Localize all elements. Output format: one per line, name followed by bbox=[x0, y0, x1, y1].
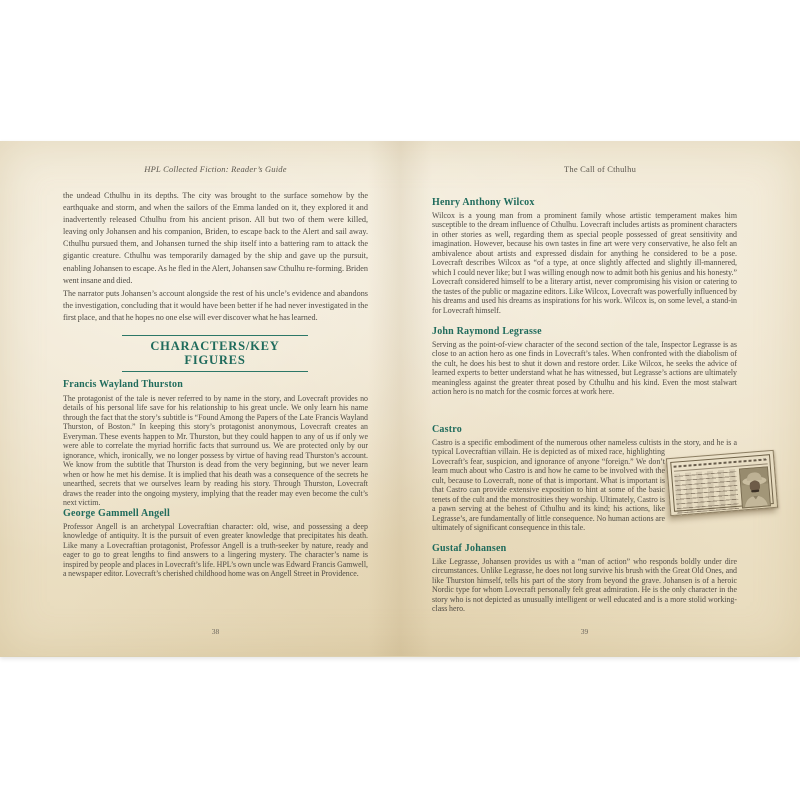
entry-body-wilcox: Wilcox is a young man from a prominent family whose artistic temperament makes him susceptible to the dream influence of Cthulhu. Lovecraft includes artists as prominent characters in other stories as well, regarding them as special people possessed of great sensitivity and imagination. However, because his own tastes in fine art were very conservative, he also felt an ambivalence about artists and expressed disdain for anything he considered to be a pose. Lovecraft describes Wilcox as “of a type, at once slightly affected and slightly ill-mannered, which I could never like; but I was willing enough now to admit both his genius and his honesty.” Lovecraft considered himself to be a literary artist, never compromising his vision or catering to the tastes of the public or magazine editors. Like Wilcox, Lovecraft was powerfully influenced by his dreams and used his dreams as inspirations for his work. Wilcox is, on some level, a stand-in for Lovecraft himself. bbox=[432, 211, 737, 315]
entry-body-thurston: The protagonist of the tale is never referred to by name in the story, and Lovecraft provides no details of his personal life save for his relationship to his great uncle. We only learn his name through the fact that the story’s subtitle is “Found Among the Papers of the Late Francis Wayland Thurston, of Boston.” In keeping this story’s protagonist anonymous, Lovecraft creates an Everyman. These events happen to Mr. Thurston, but they could happen to any of us if only we were able to correlate the myriad horrific facts that surround us. We are protected only by our ignorance, which, ironically, we no longer possess by virtue of having read Thurston’s account. We know from the subtitle that Thurston is dead from the very beginning, but we never learn when or how he met his demise. It is implied that his death was a consequence of the secrets he unearthed, secrets that we ourselves learn by reading his story. Through Thurston, Lovecraft draws the reader into the ongoing mystery, implying that the reader may even become the cult’s next victim. bbox=[63, 394, 368, 507]
castro-identification-card-photo bbox=[666, 450, 778, 516]
entry-heading-legrasse: John Raymond Legrasse bbox=[432, 326, 542, 337]
running-header-right: The Call of Cthulhu bbox=[563, 164, 637, 174]
entry-body-castro: Castro is a specific embodiment of the numerous other nameless cultists in the story, and he is a typical Lovecraftian villain. He is depicted as of mixed race, highlighting Lovecraft’s fear, suspicion, and ignorance of anyone “foreign.” We don’t learn much about who Castro is and how he came to be involved with the cult, because to Lovecraft, none of that is important. What is important is that Castro can provide extensive exposition to hint at some of the basic tenets of the cult and the monstrosities they worship. Ultimately, Castro is a pawn serving at the behest of Cthulhu and its kind; his actions, like Legrasse’s, are fundamentally of little consequence. No human actions are ultimately of significant consequence in this tale. bbox=[432, 438, 737, 533]
left-page bbox=[0, 141, 400, 656]
section-heading-block bbox=[122, 335, 308, 372]
mugshot-photo bbox=[739, 466, 771, 508]
page-number-left: 38 bbox=[211, 627, 220, 636]
entry-body-johansen: Like Legrasse, Johansen provides us with a “man of action” who responds boldly under dire circumstances. Unlike Legrasse, he does not long survive his brush with the Great Old Ones, and like Thurston himself, tells his part of the story from beyond the grave. Johansen is of a heroic Nordic type for whom Lovecraft personally felt great admiration. He is the only character in the story who is not depicted as unusually intelligent or well educated and is a more stolid working-class hero. bbox=[432, 557, 737, 614]
entry-heading-angell: George Gammell Angell bbox=[63, 508, 170, 519]
card-frame bbox=[670, 454, 774, 512]
entry-body-legrasse: Serving as the point-of-view character of the second section of the tale, Inspector Legrasse is as close to an action hero as one finds in Lovecraft’s tales. When confronted with the diabolism of the cult, he does his best to shut it down and restore order. Like Wilcox, he seeks the advice of learned experts to better understand what he has witnessed, but Legrasse’s actions are ultimately meaningless against the greater threat posed by Cthulhu and his kind. Even the most stalwart action hero is no match for the cosmic forces at work here. bbox=[432, 340, 737, 397]
page-number-right: 39 bbox=[580, 627, 589, 636]
right-page bbox=[400, 141, 800, 656]
synopsis-paragraph-1: the undead Cthulhu in its depths. The city was brought to the surface somehow by the earthquake and storm, and when the sailors of the Emma landed on it, they explored it and inadvertently released Cthulhu from his ancient prison. All but two of them were killed, leaving only Johansen and his companion, Briden, to escape back to the Alert and sail away. Cthulhu pursued them, and Johansen turned the ship itself into a battering ram to attack the gigantic creature. Cthulhu was temporarily damaged by the ship and gave up the pursuit, enabling Johansen to escape. As he fled in the Alert, Johansen saw Cthulhu re-forming. Briden went insane and died. bbox=[63, 191, 368, 285]
card-body bbox=[674, 464, 771, 513]
entry-heading-thurston: Francis Wayland Thurston bbox=[63, 379, 184, 390]
entry-heading-castro: Castro bbox=[432, 424, 462, 435]
open-book-spread bbox=[0, 141, 800, 657]
section-heading: CHARACTERS/KEY FIGURES bbox=[150, 339, 280, 367]
entry-body-angell: Professor Angell is an archetypal Lovecraftian character: old, wise, and possessing a deep knowledge of antiquity. It is the pursuit of even greater knowledge that precipitates his death. Like many a Lovecraftian protagonist, Professor Angell is a truth-seeker by nature, ready and eager to go to great lengths to find answers to a lingering mystery. The character’s name is inspired by people and places in Lovecraft’s life. HPL’s own uncle was Edward Francis Gamwell, a newspaper editor. Lovecraft’s cherished childhood home was on Angell Street in Providence. bbox=[63, 522, 368, 579]
entry-heading-wilcox: Henry Anthony Wilcox bbox=[432, 197, 535, 208]
synopsis-paragraph-2: The narrator puts Johansen’s account alongside the rest of his uncle’s evidence and abandons the investigation, concluding that it would have been better if he had never investigated in the first place, and that he hopes no one else will ever discover what he has learned. bbox=[63, 289, 368, 323]
entry-heading-johansen: Gustaf Johansen bbox=[432, 543, 507, 554]
running-header-left: HPL Collected Fiction: Reader’s Guide bbox=[144, 164, 287, 174]
handwriting-scrawl bbox=[674, 469, 739, 514]
